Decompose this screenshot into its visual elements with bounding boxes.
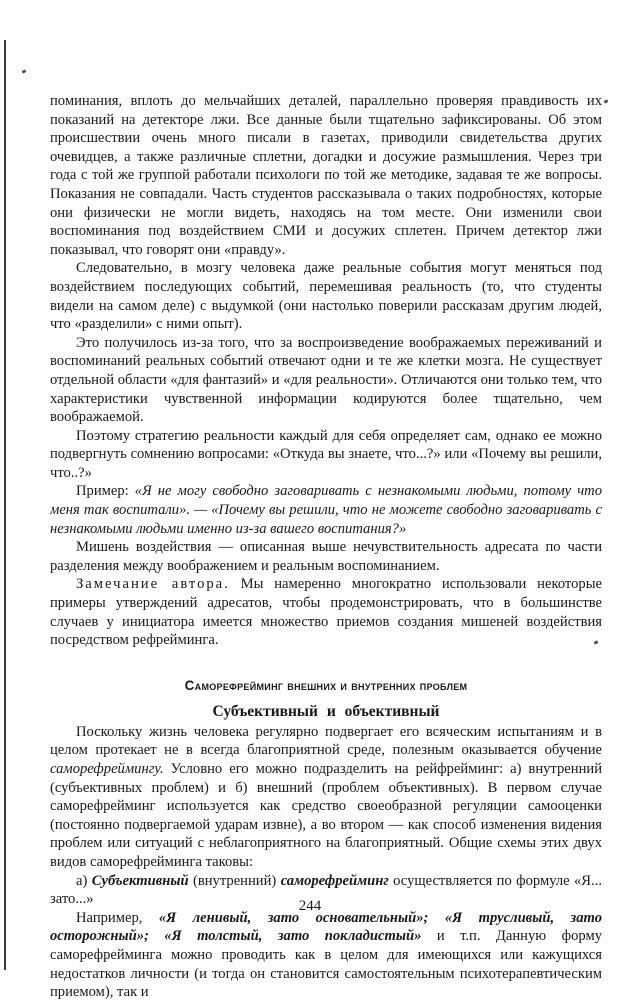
scan-artifact — [22, 69, 27, 74]
text-run: (внутренний) — [188, 872, 281, 889]
paragraph: Следовательно, в мозгу человека даже реальные события могут меняться под воздействием последующих событий, перемешивая реальность (то, что студенты видели на самом деле) с выдумкой (они настолько поверили рассказам другим людей, что «разделили» с ними опыт). — [50, 260, 602, 333]
emphasis-term: саморефреймингу. — [50, 761, 164, 777]
paragraph: поминания, вплоть до мельчайших деталей, параллельно проверяя правдивость их показаний на детекторе лжи. Все данные были тщательно зафиксированы. Об этом происшествии очень много писали в газетах, приводили свидетельства других очевидцев, а также различные сплетни, догадки и досужие размышления. Через три года с той же группой работали психологи по той же методике, задавая те же вопросы. Показания не совпадали. Часть студентов рассказывала о таких подробностях, которые они физически не могли видеть, находясь на том месте. Они изменили свои воспоминания под воздействием СМИ и досужих сплетен. Причем детектор лжи показывал, что говорят они «правду». — [50, 93, 602, 258]
author-note-text: Мы намеренно многократно использовали некоторые примеры утверждений адресатов, чтобы продемонстрировать, что в большинстве случаев у инициатора имеется множество приемов создания мишеней воздействия посредством рефрейминга. — [50, 576, 602, 649]
example-quote: «Я ленивый, зато основательный»; «Я трусливый, зато осторожный»; «Я толстый, зато покладистый» — [50, 909, 602, 945]
paragraph: Это получилось из-за того, что за воспроизведение воображаемых переживаний и воспоминаний реальных событий отвечают одни и те же клетки мозга. Не существует отдельной области «для фантазий» и «для реальности». Отличаются они только тем, что характеристики чувственной информации кодируются более тщательно, чем воображаемой. — [50, 334, 602, 426]
page-number: 244 — [298, 898, 322, 914]
example-quote: «Я не могу свободно заговаривать с незнакомыми людьми, потому что меня так воспитали». — «Почему вы решили, что не можете свободно заговаривать с незнакомыми людьми именно из-за вашего воспитания?» — [50, 483, 603, 537]
text-run: осуществляется по формуле «Я... зато...» — [50, 872, 602, 908]
example-paragraph — [50, 482, 602, 538]
paragraph: Поэтому стратегию реальности каждый для себя определяет сам, однако ее можно подвергнуть сомнению вопросами: «Откуда вы знаете, что...?» или «Почему вы решили, что..?» — [50, 427, 602, 481]
scan-edge-line — [4, 40, 6, 970]
paragraph — [50, 909, 602, 1002]
emphasis-term: Субъективный — [91, 872, 189, 889]
text-run: а) — [76, 872, 92, 889]
subsection-heading: Субъективный и объективный — [212, 702, 440, 720]
author-note-label: Замечание автора. — [76, 576, 230, 593]
paragraph — [50, 723, 602, 872]
scan-artifact — [604, 99, 609, 104]
emphasis-term: саморефрейминг — [280, 872, 389, 889]
paragraph: Мишень воздействия — описанная выше нечувствительность адресата по части разделения между воображением и реальным воспоминанием. — [50, 539, 602, 574]
section-heading: Саморефрейминг внешних и внутренних проблем — [184, 677, 468, 693]
text-run: Условно его можно подразделить на рейфрейминг: а) внутренний (субъективных проблем) и б) внешний (проблем объективных). В первом случае саморефрейминг используется как средство своеобразной регуляции самооценки (постоянно подвергаемой ударам извне), а во втором — как способ изменения видения проблем или ситуаций с неблагоприятного на благоприятный. Общие схемы этих двух видов саморефрейминга таковы: — [50, 761, 602, 870]
text-run: и т.п. Данную форму саморефрейминга можно проводить как в целом для имеющихся или кажущихся недостатков личности (и тогда он становится самостоятельным психотерапевтическим приемом), так и — [50, 928, 602, 1001]
page-body — [50, 92, 602, 1002]
author-note-paragraph — [50, 575, 602, 649]
example-label: Пример: — [76, 483, 135, 500]
text-run: Например, — [76, 909, 159, 926]
text-run: Поскольку жизнь человека регулярно подвергает его всяческим испытаниям и в целом протекает не в всегда благоприятной среде, полезным оказывается обучение — [50, 723, 602, 759]
